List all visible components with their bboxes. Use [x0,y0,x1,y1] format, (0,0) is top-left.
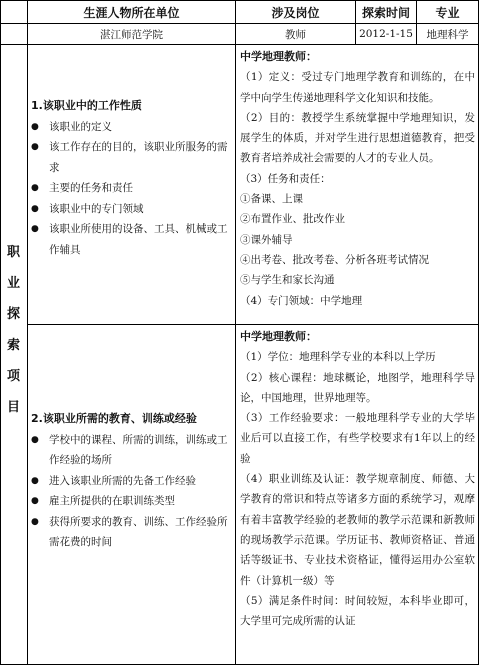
list-item: ● 该职业的定义 [31,117,231,138]
content-paragraph: （1）学位：地理科学专业的本科以上学历 [240,351,436,364]
section1-title: 1.该职业中的工作性质 [31,99,142,112]
section1-content-title: 中学地理教师： [240,50,317,63]
time-header: 探索时间 [361,5,410,20]
side-label [0,235,27,425]
side-char: 探 [6,307,20,322]
content-paragraph: （4）职业训练及认证：教学规章制度、师德、大学教育的常识和特点等诸多方面的系统学习，观摩有着丰富教学经验的老教师的教学示范课和新教师的现场教学示范课。学历证书、教师资格证、普通话等级证书、专业技术资格证，懂得运用办公室软件（计算机一级）等 [240,473,475,587]
content-paragraph: ②布置作业、批改作业 [240,213,345,226]
border-middle-column [235,0,236,665]
unit-value: 湛江师范学院 [100,28,163,41]
time-value: 2012-1-15 [359,28,413,40]
content-paragraph: ⑤与学生和家长沟通 [240,274,335,287]
section1-prompt [31,96,231,260]
content-paragraph: ①备课、上课 [240,193,303,206]
border-section-divider [27,324,479,325]
side-char: 业 [6,276,20,291]
section2-content-title: 中学地理教师： [240,330,317,343]
content-paragraph: （1）定义：受过专门地理学教育和训练的，在中学中向学生传递地理科学文化知识和技能。 [240,71,475,104]
list-item: ● 学校中的课程、所需的训练，训练或工作经验的场所 [31,430,231,471]
section1-bullets [31,117,231,261]
border-side-column [27,0,28,665]
position-value: 教师 [285,28,306,41]
position-header: 涉及岗位 [271,5,320,20]
unit-header: 生涯人物所在单位 [83,5,180,20]
major-value: 地理科学 [426,28,469,41]
content-paragraph: ③课外辅导 [240,233,293,246]
content-paragraph: （2）目的：教授学生系统掌握中学地理知识，发展学生的体质，并对学生进行思想道德教育，把受教育者培养成社会需要的人才的专业人员。 [240,111,475,165]
content-paragraph: （2）核心课程：地球概论，地图学，地理科学导论，中国地理，世界地理等。 [240,371,475,404]
content-paragraph: （3）工作经验要求：一般地理科学专业的大学毕业后可以直接工作，有些学校要求有1年以上的经验 [240,412,475,465]
section2-prompt [31,409,231,553]
list-item: ● 主要的任务和责任 [31,178,231,199]
section2-bullets [31,430,231,553]
border-info-bottom [0,44,479,45]
content-paragraph: ④出考卷、批改考卷、分析各班考试情况 [240,253,429,266]
content-paragraph: （5）满足条件时间：时间较短，本科毕业即可，大学里可完成所需的认证 [240,594,475,628]
list-item: ● 该职业所使用的设备、工具、机械或工作辅具 [31,219,231,260]
section2-content [240,327,475,631]
list-item: ● 雇主所提供的在职训练类型 [31,491,231,512]
section1-content [240,47,475,311]
list-item: ● 该工作存在的目的，该职业所服务的需求 [31,137,231,178]
section2-title: 2.该职业所需的教育、训练或经验 [31,412,197,425]
list-item: ● 该职业中的专门领域 [31,199,231,220]
side-char: 索 [6,338,20,353]
content-paragraph: （4）专门领域：中学地理 [240,294,363,307]
content-paragraph: （3）任务和责任： [240,172,331,185]
list-item: ● 获得所要求的教育、训练、工作经验所需花费的时间 [31,512,231,553]
side-char: 项 [6,369,20,384]
major-header: 专业 [435,5,460,20]
side-char: 职 [6,245,20,260]
side-char: 目 [6,400,20,415]
list-item: ● 进入该职业所需的先备工作经验 [31,471,231,492]
